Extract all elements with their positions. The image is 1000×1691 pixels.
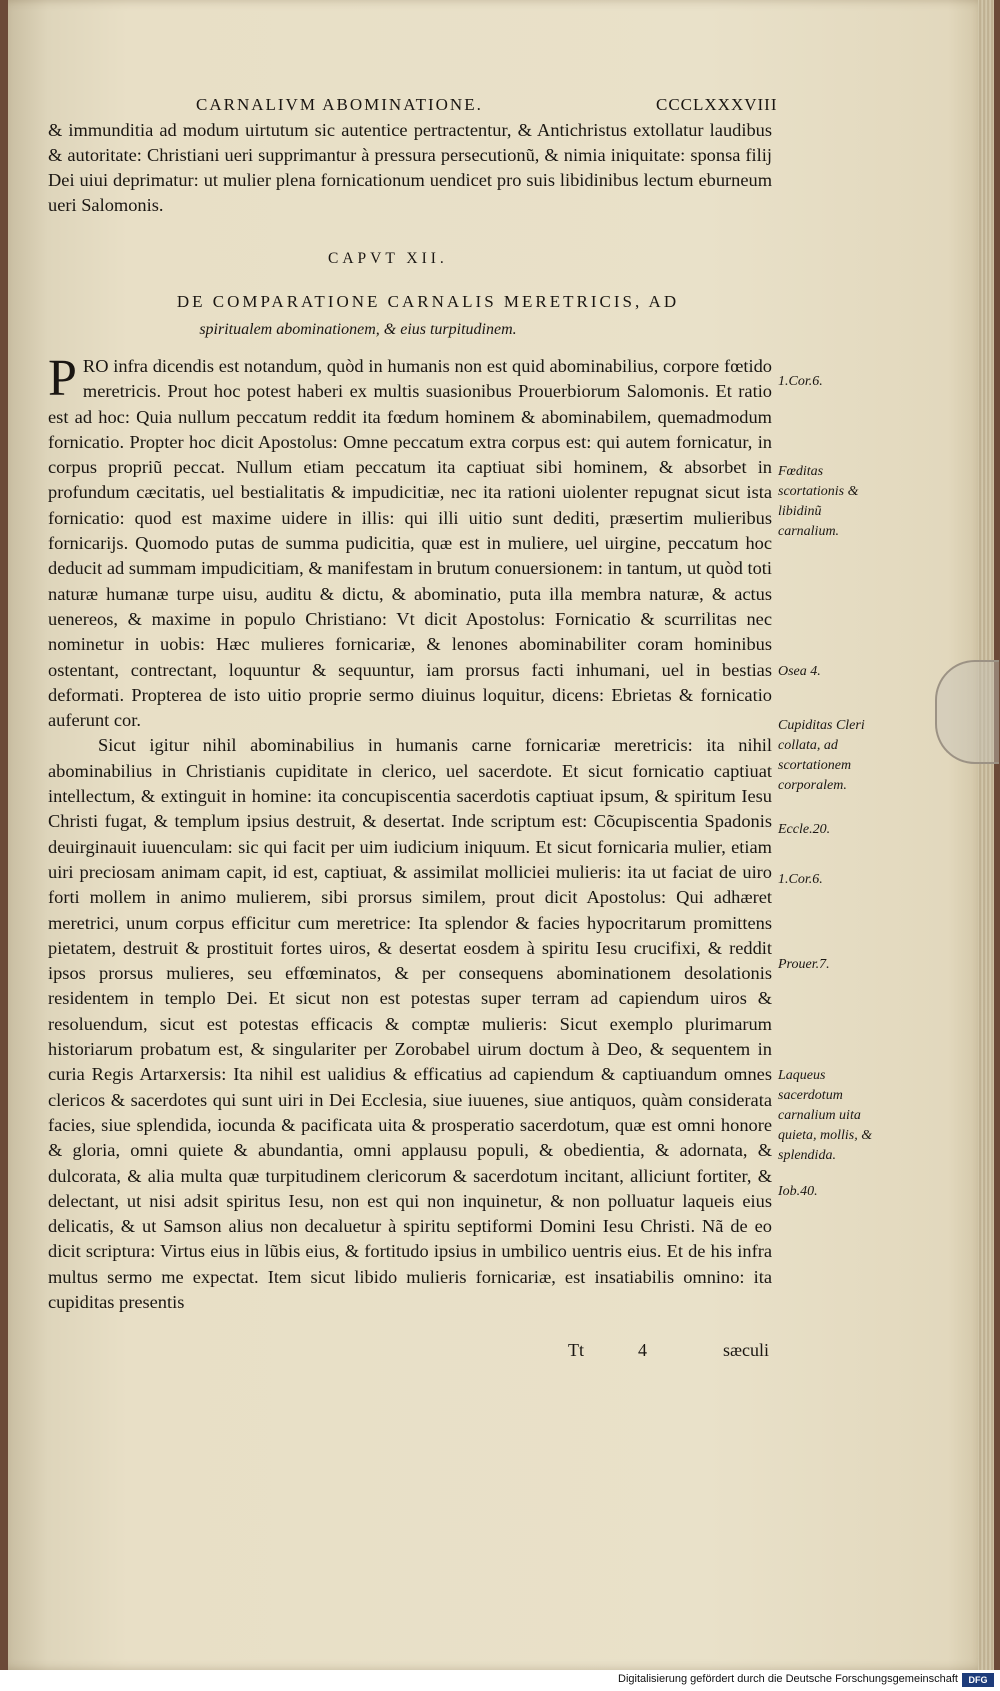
footer-credit: Digitalisierung gefördert durch die Deutsche Forschungsgemeinschaft [618, 1673, 958, 1685]
page-edge [978, 0, 994, 1670]
intro-paragraph [48, 118, 772, 218]
folio-number: CCCLXXXVIII [656, 95, 778, 114]
marginal-note: Cupiditas Cleri collata, ad scortationem corporalem. [778, 718, 865, 793]
book-page [8, 0, 988, 1670]
marginal-note: Fœditas scortationis & libidinũ carnalium. [778, 464, 859, 539]
chapter-title: DE COMPARATIONE CARNALIS MERETRICIS, AD [176, 292, 680, 311]
marginal-note: Osea 4. [778, 664, 821, 679]
marginal-note: 1.Cor.6. [778, 374, 823, 389]
signature-number: 4 [638, 1340, 647, 1360]
body-text [48, 350, 772, 1315]
paragraph-2: Sicut igitur nihil abominabilius in humanis carne fornicariæ meretricis: ita nihil abominabilius in Christianis cupiditate in clerico, uel sacerdote. Et sicut fornicatio captiuat intellectum, & extinguit in homine: ita concupiscentia sacerdotis captiuat ipsum, & spiritum Iesu Christi fugat, & templum ipsius destruit, & desertat. Inde scriptum est: Cõcupiscentia Spadonis deuirginauit iuuenculam: sic qui facit per uim iudicium iniquum. Et sicut fornicaria mulier, etiam uiri preciosam animam capit, id est, captiuat, & assimilat molliciei mulieris: ita ut faciat de uiro forti mollem in animo mulierem, sibi prorsus similem, prout dicit Apostolus: Qui adhæret meretrici, unum corpus efficitur cum meretrice: Ita splendor & facies hypocritarum promittens pietatem, destruit & prostituit fortes uiros, & desertat eosdem à spiritu Iesu crucifixi, & reddit ipsos prorsus mulieres, seu effœminatos, & per consequens abominationem desolationis residentem in templo Dei. Et sicut non est potestas super terram ad capiendum uiros & resoluendum, sicut est potestas efficacis & comptæ mulieris: Sicut exemplo plurimarum historiarum probatum est, & singulariter per Zorobabel uirum doctum à Deo, & sequentem in curia Regis Artarxersis: Ita nihil est ualidius & efficatius ad capiendum & captiuandum omnes clericos & sacerdotes qui sunt uiri in Dei Ecclesia, siue iuuenes, siue antiquos, quàm considerata facies, siue splendida, iocunda & pacificata uita & prosperatio sacerdotum, quæ est omni honore & gloria, omni quiete & abundantia, omni applausu populi, & obedientia, & adornata, & dulcorata, & alia multa quæ turpitudinem clericorum & sacerdotum incitant, alliciunt fortiter, & delectant, ut nisi adsit spiritus Iesu, non est qui non inquinetur, & non polluatur laqueis eius delicatis, & ut Samson alius non decaluetur à spiritu septiformi Domini Iesu Christi. Nã de eo dicit scriptura: Virtus eius in lũbis eius, & fortitudo ipsius in umbilico uentris eius. Et de his infra multus sermo me expectat. Item sicut libido mulieris fornicariæ, est insatiabilis omnino: ita cupiditas presentis [48, 735, 772, 1312]
marginal-note: 1.Cor.6. [778, 872, 823, 887]
chapter-label: CAPVT XII. [328, 250, 448, 267]
page-clip [935, 660, 999, 764]
signature-mark: Tt [568, 1340, 584, 1360]
marginal-note: Eccle.20. [778, 822, 831, 837]
catchword: sæculi [723, 1340, 770, 1360]
paragraph-1 [48, 350, 772, 733]
intro-text: & immunditia ad modum uirtutum sic autentice pertractentur, & Antichristus extollatur laudibus & autoritate: Christiani ueri supprimantur à pressura persecutionũ, & nimia iniquitate: sponsa filij Dei uiui deprimatur: ut mulier plena fornicationum uendicet pro suis libidinibus lectum eburneum ueri Salomonis. [48, 120, 772, 215]
marginal-note: Iob.40. [778, 1184, 818, 1199]
paragraph-1-text: RO infra dicendis est notandum, quòd in humanis non est quid abominabilius, corpore fœtido meretricis. Prout hoc potest haberi ex multis suasionibus Prouerbiorum Salomonis. Et ratio est ad hoc: Quia nullum peccatum reddit ita fœdum hominem & abominabilem, quemadmodum fornicatio. Propter hoc dicit Apostolus: Omne peccatum extra corpus est: qui autem fornicatur, in corpus propriũ peccat. Nullum etiam peccatum ita captiuat sibi hominem, & absorbet in profundum cæcitatis, uel bestialitatis & impudicitiæ, nec ita rationi uiolenter repugnat sicut ista fornicatio: quod est maxime uidere in illis: qui illi uitio sunt dediti, præsertim mulieribus fornicarijs. Quomodo putas de summa pudicitia, quæ est in muliere, uel uirgine, peccatum hoc deducit ad summam impudicitiam, & manifestam in brutum conuersionem: in tantum, ut quòd toti naturæ humanæ turpe uisu, auditu & dictu, & abominatio, puta illa membra naturæ, & actus uenereos, & maxime in populo Christiano: Vt dicit Apostolus: Fornicatio & scurrilitas nec nominetur in uobis: Hæc mulieres fornicariæ, & lenones abominabiliter coram hominibus ostentant, contrectant, loquuntur & sequuntur, iam prorsus facti inhumani, uel in bestias deformati. Propterea de isto uitio proprie sermo diuinus loquitur, dicens: Ebrietas & fornicatio auferunt cor. [48, 356, 772, 731]
chapter-subtitle: spiritualem abominationem, & eius turpitudinem. [199, 321, 517, 338]
drop-cap: P [48, 350, 77, 407]
dfg-logo-icon: DFG [962, 1673, 994, 1687]
marginal-note: Laqueus sacerdotum carnalium uita quieta, mollis, & splendida. [778, 1068, 873, 1163]
footer-bar [0, 1670, 1000, 1691]
marginal-note: Prouer.7. [778, 957, 830, 972]
running-head: CARNALIVM ABOMINATIONE. [196, 95, 483, 114]
